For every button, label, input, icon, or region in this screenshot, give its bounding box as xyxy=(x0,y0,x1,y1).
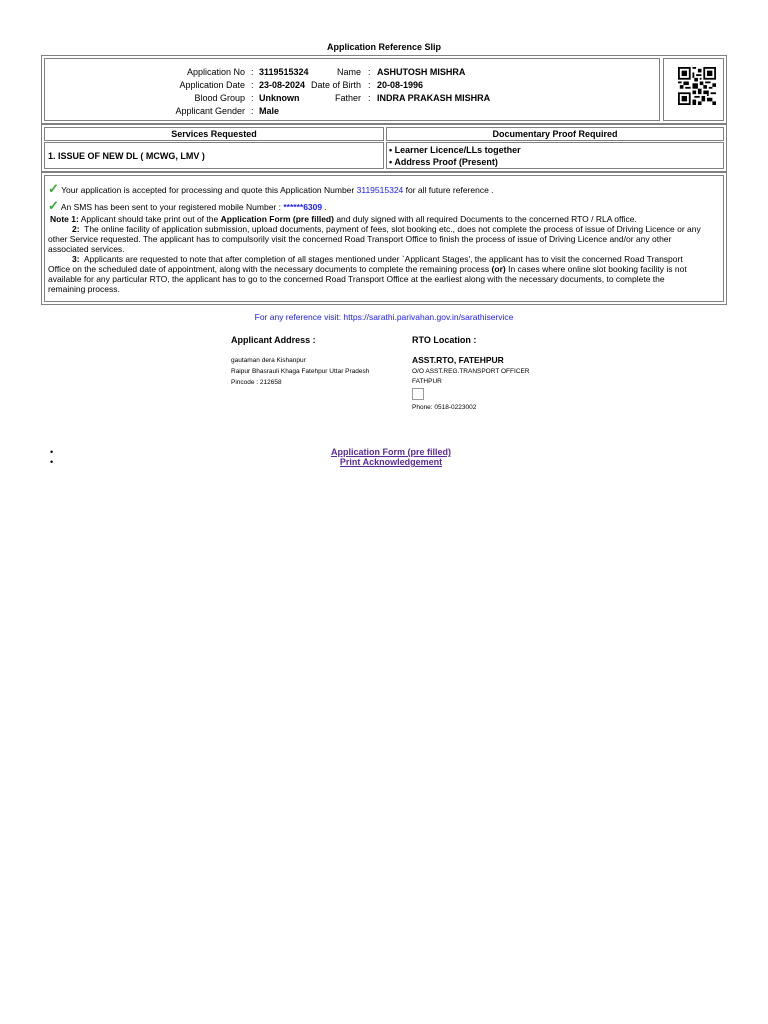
note-2-line-1: 2: The online facility of application submission, upload documents, payment of fees, slot booking etc., does not complete the process of issue of Driving Licence or any xyxy=(72,224,701,234)
service-item xyxy=(44,142,384,169)
note-3-line-4: remaining process. xyxy=(48,284,120,294)
note-3-line-2: Office on the scheduled date of appointment, along with the necessary documents to complete the remaining process (or) In cases where online slot booking facility is not xyxy=(48,264,687,274)
dob-value: 20-08-1996 xyxy=(377,80,424,90)
address-pincode: Pincode : 212658 xyxy=(231,379,282,386)
sms-mobile-number: ******6309 xyxy=(283,202,323,212)
proof-item: • Learner Licence/LLs together xyxy=(389,145,521,155)
broken-image-icon xyxy=(412,388,424,400)
father-value: INDRA PRAKASH MISHRA xyxy=(377,93,491,103)
colon: : xyxy=(368,93,371,103)
qr-code-icon xyxy=(678,67,716,105)
name-label: Name xyxy=(336,67,361,77)
father-label: Father xyxy=(334,93,361,103)
application-date-value: 23-08-2024 xyxy=(259,80,306,90)
gender-label: Applicant Gender xyxy=(175,106,245,116)
accepted-message: ✓ Your application is accepted for processing and quote this Application Number 3119515324 for all future reference . xyxy=(48,181,494,196)
accepted-application-number: 3119515324 xyxy=(356,185,404,195)
application-no-value: 3119515324 xyxy=(259,67,309,77)
notes-panel xyxy=(44,175,724,302)
print-acknowledgement-link[interactable]: Print Acknowledgement xyxy=(339,457,443,467)
gender-value: Male xyxy=(259,106,280,116)
slip-title: Application Reference Slip xyxy=(326,42,442,52)
sms-message: ✓ An SMS has been sent to your registered mobile Number : ******6309 . xyxy=(48,198,327,213)
applicant-info-box xyxy=(41,55,727,124)
note-3-line-1: 3: Applicants are requested to note that after completion of all stages mentioned under `Applicant Stages', the applicant has to visit the concerned Road Transport xyxy=(72,254,683,264)
proof-item: • Address Proof (Present) xyxy=(389,157,498,167)
documentary-proof-header: Documentary Proof Required xyxy=(386,127,724,141)
proof-list xyxy=(386,142,724,169)
check-icon: ✓ xyxy=(48,198,59,213)
check-icon: ✓ xyxy=(48,181,59,196)
colon: : xyxy=(251,106,254,116)
note-3-line-3: available for any particular RTO, the applicant has to go to the concerned Road Transport Office at the earliest along with the necessary documents, to complete the xyxy=(48,274,665,284)
services-requested-header: Services Requested xyxy=(44,127,384,141)
bullet: • xyxy=(50,457,54,467)
colon: : xyxy=(251,80,254,90)
rto-address-line: O/O ASST.REG.TRANSPORT OFFICER xyxy=(412,368,530,375)
name-value: ASHUTOSH MISHRA xyxy=(377,67,466,77)
applicant-address-title: Applicant Address : xyxy=(231,335,316,345)
note-2-line-3: associated services. xyxy=(48,244,125,254)
address-line: Raipur Bhasrauli Khaga Fatehpur Uttar Pradesh xyxy=(231,368,370,375)
colon: : xyxy=(251,67,254,77)
blood-group-label: Blood Group xyxy=(194,93,245,103)
rto-phone: Phone: 0518-0223002 xyxy=(412,404,477,411)
application-form-link[interactable]: Application Form (pre filled) xyxy=(330,447,451,457)
colon: : xyxy=(368,67,371,77)
bullet: • xyxy=(50,447,54,457)
applicant-info-panel xyxy=(44,58,660,121)
services-table xyxy=(41,124,727,172)
service-item-label: 1. ISSUE OF NEW DL ( MCWG, LMV ) xyxy=(48,151,205,161)
qr-code-panel xyxy=(663,58,724,121)
dob-label: Date of Birth xyxy=(310,80,361,90)
colon: : xyxy=(251,93,254,103)
rto-name: ASST.RTO, FATEHPUR xyxy=(412,355,504,365)
notes-box xyxy=(41,172,727,305)
rto-address-line: FATHPUR xyxy=(412,378,442,385)
address-line: gautaman dera Kishanpur xyxy=(231,357,306,364)
rto-location-title: RTO Location : xyxy=(412,335,477,345)
application-date-label: Application Date xyxy=(179,80,245,90)
note-1: Note 1: Applicant should take print out of the Application Form (pre filled) and duly signed with all required Documents to the concerned RTO / RLA office. xyxy=(50,214,637,224)
note-2-line-2: other Service requested. The applicant has to compulsorily visit the concerned Road Transport Office to finish the process of issue of Driving Licence and/or any other xyxy=(48,234,672,244)
reference-url: For any reference visit: https://sarathi.parivahan.gov.in/sarathiservice xyxy=(254,312,514,322)
application-no-label: Application No xyxy=(186,67,245,77)
colon: : xyxy=(368,80,371,90)
blood-group-value: Unknown xyxy=(259,93,300,103)
